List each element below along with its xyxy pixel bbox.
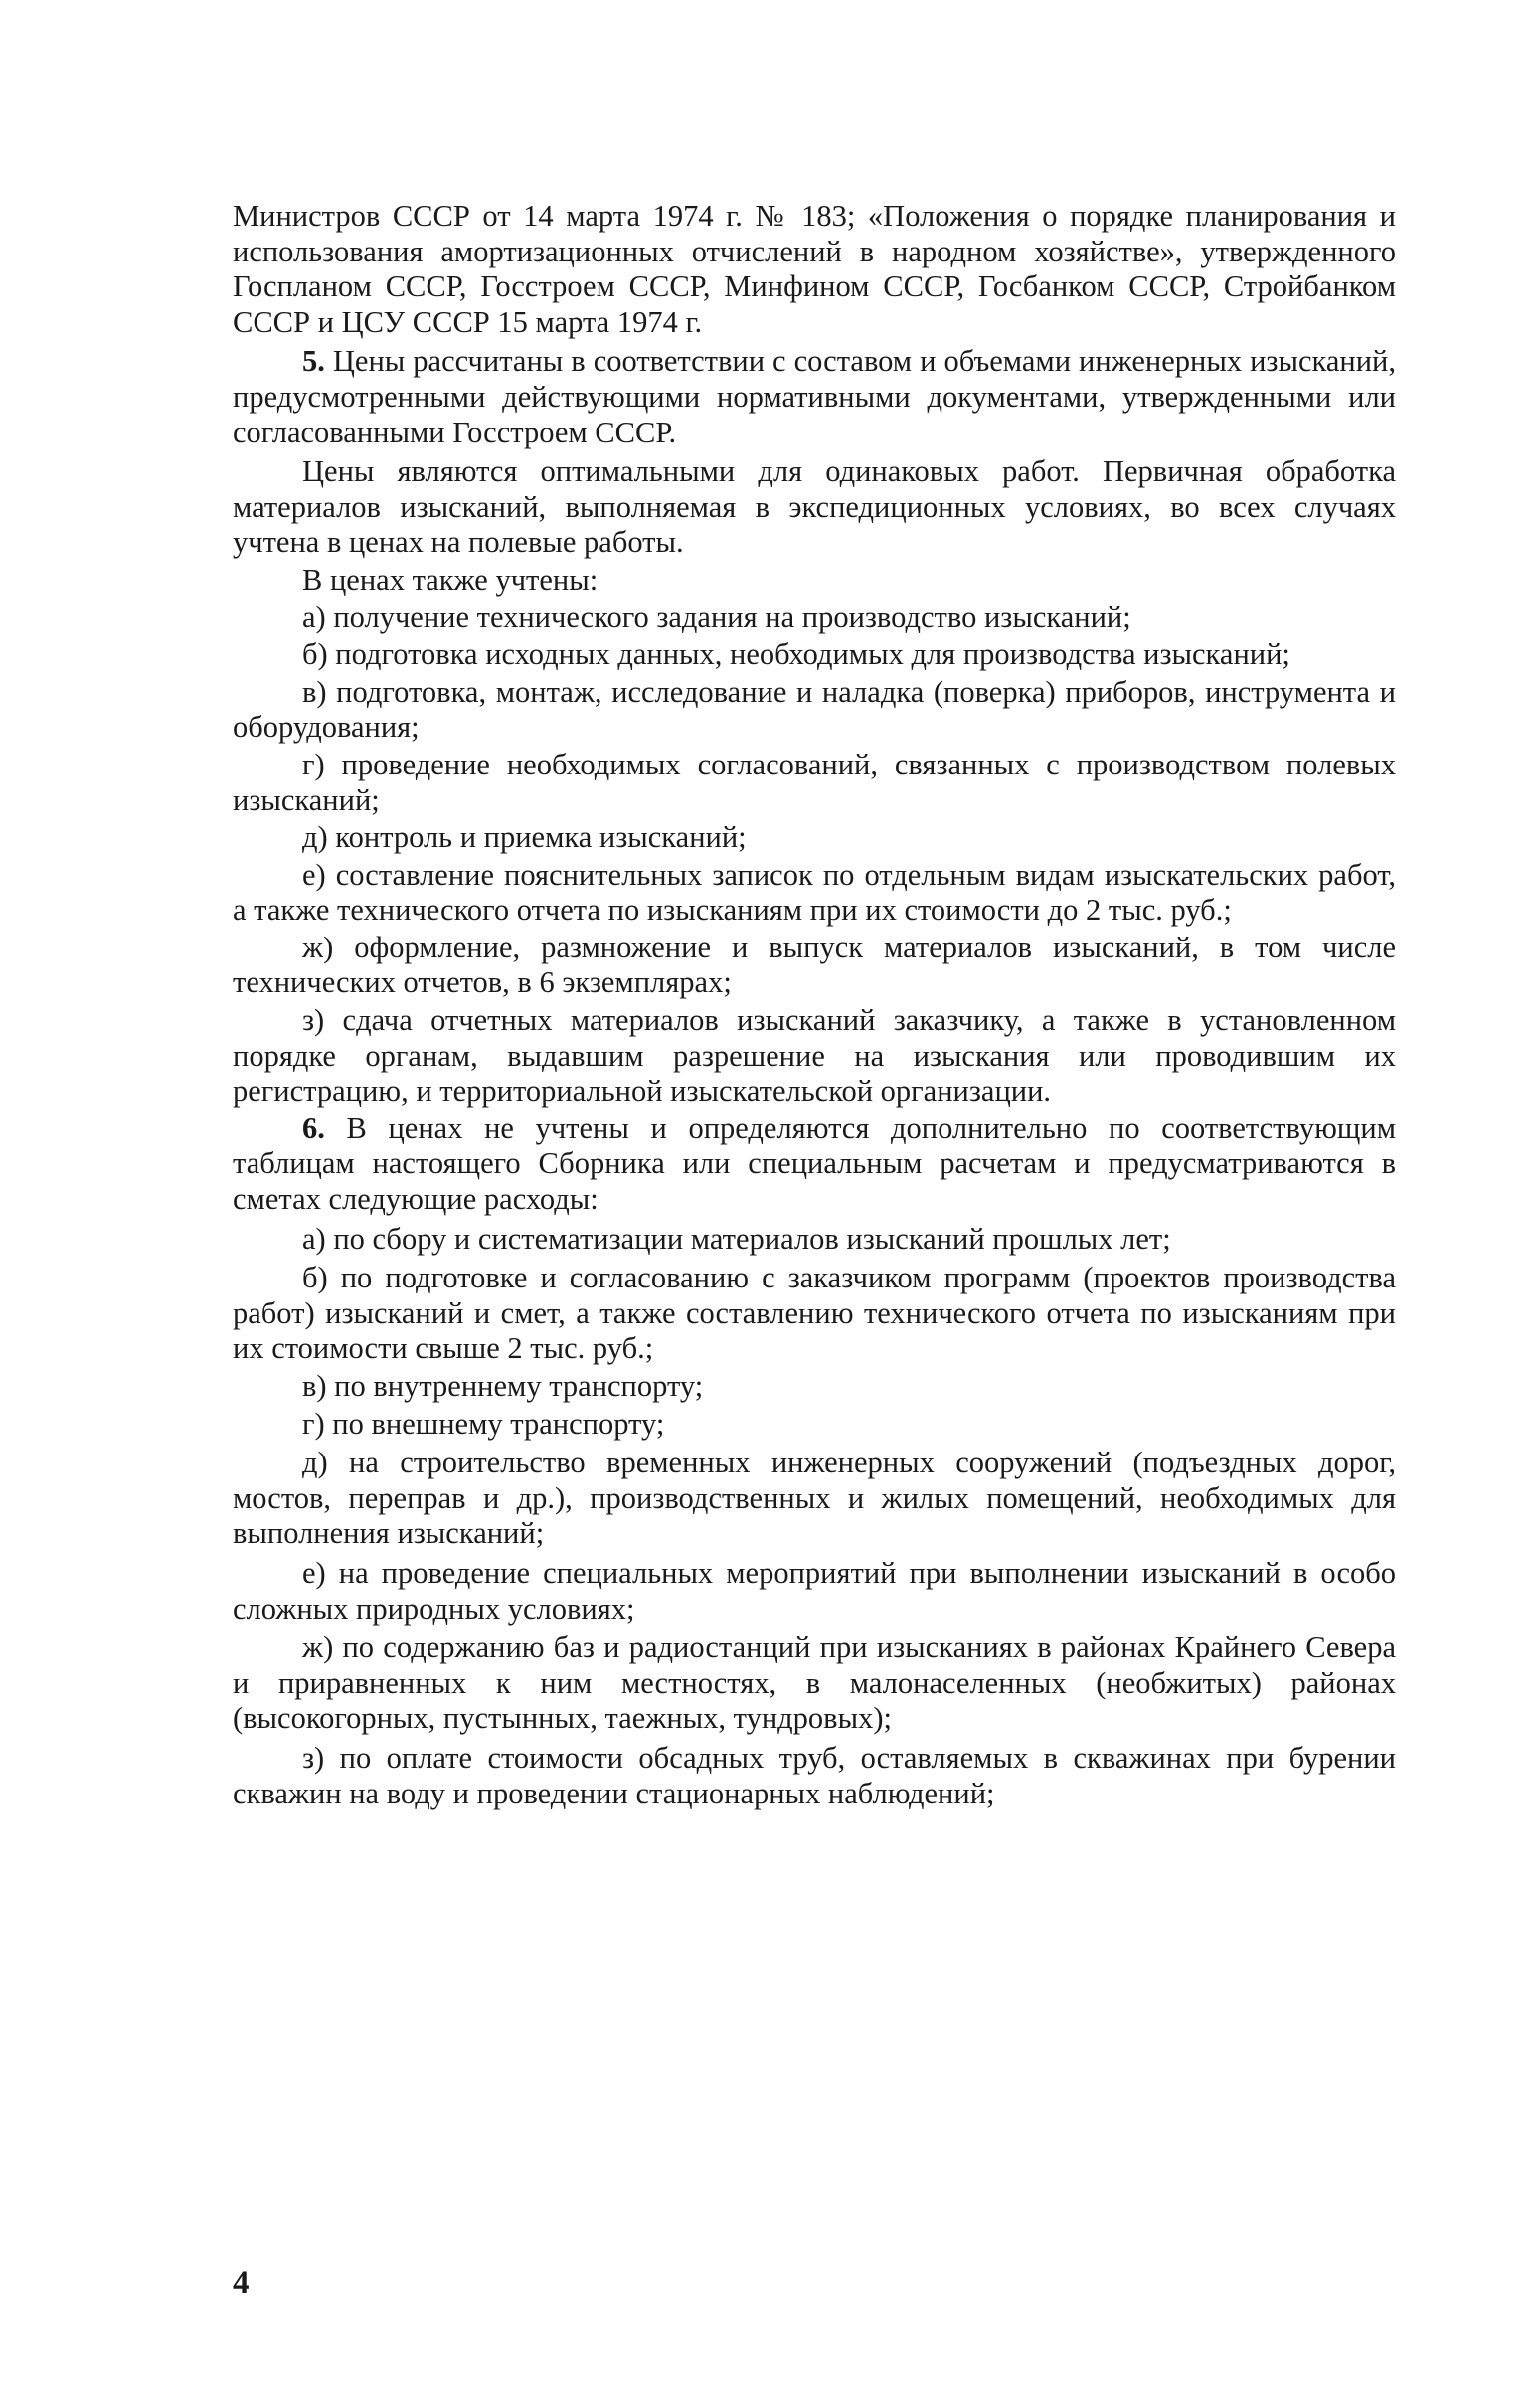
included-item-zh: ж) оформление, размножение и выпуск материалов изысканий, в том числе технических отчетов, в 6 экземплярах; (233, 930, 1396, 1000)
page-number: 4 (233, 2265, 250, 2301)
intro-paragraph: Министров СССР от 14 марта 1974 г. № 183; «Положения о порядке планирования и использования амортизационных отчислений в народном хозяйстве», утвержденного Госпланом СССР, Госстроем СССР, Минфином СССР, Госбанком СССР, Стройбанком СССР и ЦСУ СССР 15 марта 1974 г. (233, 199, 1396, 339)
excluded-item-a: а) по сбору и систематизации материалов изысканий прошлых лет; (302, 1221, 1171, 1256)
included-item-v: в) подготовка, монтаж, исследование и наладка (поверка) приборов, инструмента и оборудования; (233, 674, 1396, 745)
section-5-number: 5. (302, 344, 325, 379)
excluded-item-z: з) по оплате стоимости обсадных труб, оставляемых в скважинах при бурении скважин на воду и проведении стационарных наблюдений; (233, 1740, 1396, 1810)
section-6-text: В ценах не учтены и определяются дополнительно по соответствующим таблицам настоящего Сборника или специальным расчетам и предусматриваются в сметах следующие расходы: (233, 1111, 1396, 1217)
excluded-item-zh: ж) по содержанию баз и радиостанций при изысканиях в районах Крайнего Севера и приравненных к ним местностях, в малонаселенных (необжитых) районах (высокогорных, пустынных, таежных, тундровых); (233, 1630, 1396, 1736)
included-item-b: б) подготовка исходных данных, необходимых для производства изысканий; (302, 637, 1290, 672)
excluded-item-d: д) на строительство временных инженерных сооружений (подъездных дорог, мостов, переправ и др.), производственных и жилых помещений, необходимых для выполнения изысканий; (233, 1446, 1396, 1551)
section-6 (233, 1112, 1396, 1218)
included-item-z: з) сдача отчетных материалов изысканий заказчику, а также в установленном порядке органам, выдавшим разрешение на изыскания или проводившим их регистрацию, и территориальной изыскательской организации. (233, 1003, 1396, 1109)
section-6-number: 6. (302, 1111, 325, 1145)
included-item-a: а) получение технического задания на производство изысканий; (302, 600, 1131, 634)
included-item-d: д) контроль и приемка изысканий; (302, 820, 747, 855)
optimal-prices-paragraph: Цены являются оптимальными для одинаковых работ. Первичная обработка материалов изысканий, выполняемая в экспедиционных условиях, во всех случаях учтена в ценах на полевые работы. (233, 454, 1396, 560)
document-body (233, 199, 1396, 1813)
excluded-item-v: в) по внутреннему транспорту; (302, 1369, 704, 1403)
excluded-item-e: е) на проведение специальных мероприятий при выполнении изысканий в особо сложных природных условиях; (233, 1555, 1396, 1626)
included-heading: В ценах также учтены: (302, 562, 599, 597)
excluded-item-b: б) по подготовке и согласованию с заказчиком программ (проектов производства работ) изысканий и смет, а также составлению технического отчета по изысканиям при их стоимости свыше 2 тыс. руб.; (233, 1261, 1396, 1366)
included-item-e: е) составление пояснительных записок по отдельным видам изыскательских работ, а также технического отчета по изысканиям при их стоимости до 2 тыс. руб.; (233, 857, 1396, 928)
included-item-g: г) проведение необходимых согласований, связанных с производством полевых изысканий; (233, 747, 1396, 817)
section-5-text: Цены рассчитаны в соответствии с составом и объемами инженерных изысканий, предусмотренными действующими нормативными документами, утвержденными или согласованными Госстроем СССР. (233, 344, 1396, 449)
section-5 (233, 344, 1396, 450)
excluded-item-g: г) по внешнему транспорту; (302, 1406, 665, 1441)
